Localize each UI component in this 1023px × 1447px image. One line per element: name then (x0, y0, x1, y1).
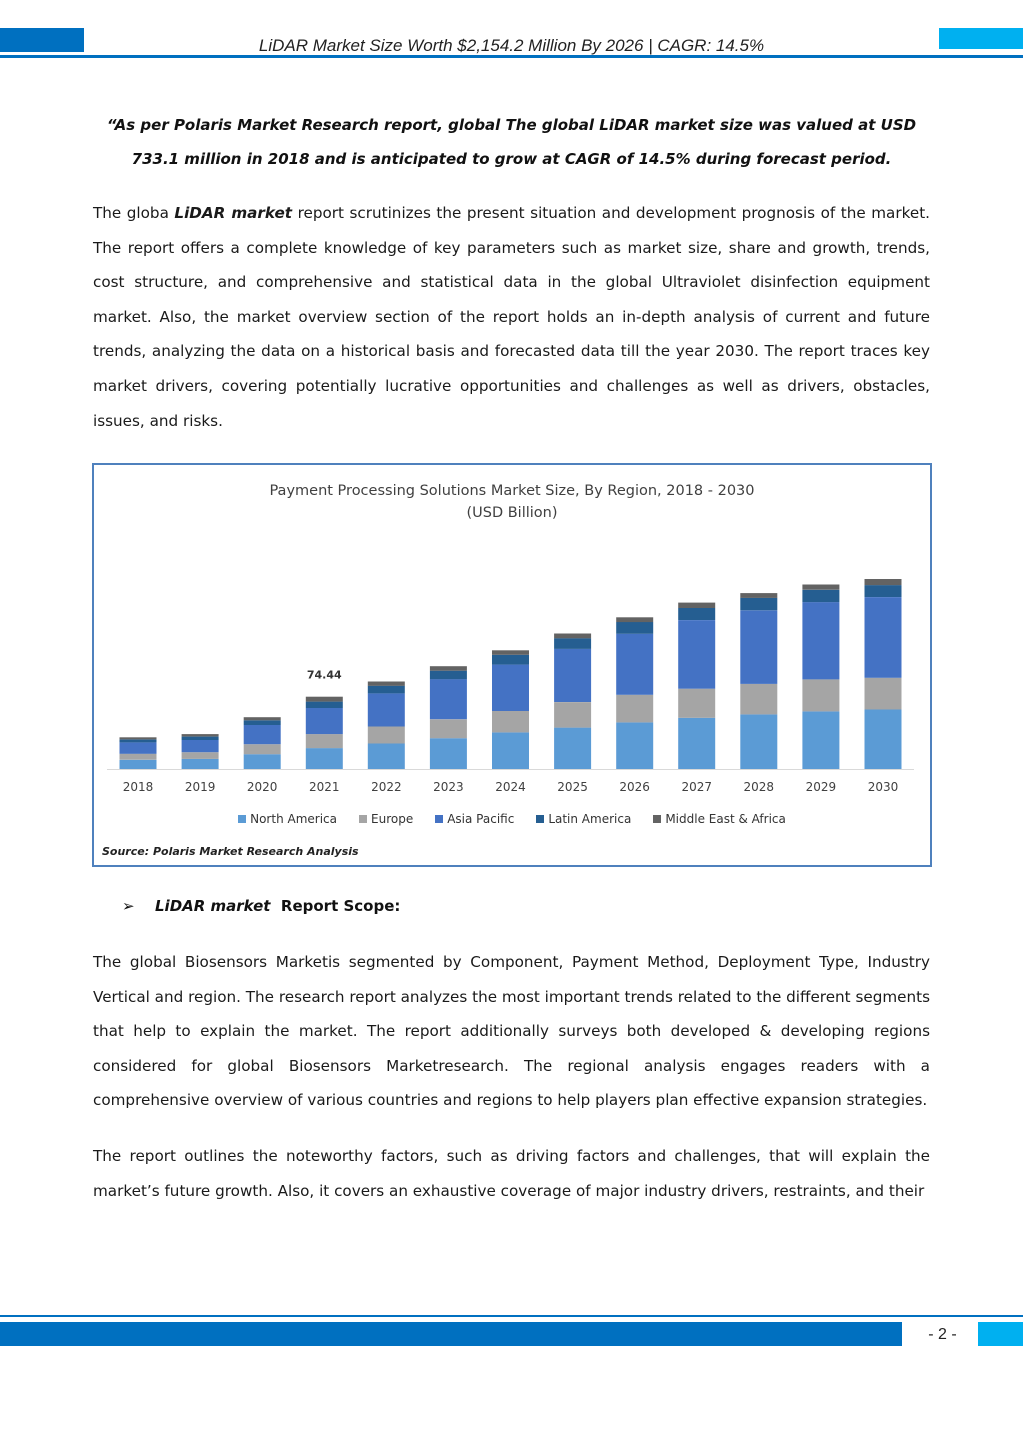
x-tick-label: 2022 (371, 780, 402, 794)
arrow-bullet-icon: ➢ (122, 897, 135, 915)
chart-subtitle: (USD Billion) (466, 505, 558, 521)
bar-2023-middle-east-africa (430, 666, 467, 671)
bar-2030-latin-america (865, 585, 902, 597)
x-tick-label: 2020 (246, 780, 278, 794)
legend-label: Middle East & Africa (665, 812, 786, 826)
legend-swatch (653, 815, 661, 823)
bar-2029-asia-pacific (802, 602, 839, 679)
legend-label: North America (250, 812, 337, 826)
x-tick-label: 2027 (681, 780, 713, 794)
intro-paragraph (93, 196, 930, 438)
bar-2025-north-america (554, 728, 591, 769)
footer-rule (0, 1315, 1023, 1317)
bar-2019-latin-america (182, 737, 219, 740)
x-tick-label: 2024 (495, 780, 526, 794)
bar-2025-middle-east-africa (554, 634, 591, 639)
intro-rest: report scrutinizes the present situation and development prognosis of the market. The report offers a complete knowledge of key parameters such as market size, share and growth, trends, cost structure, and comprehensive and statistical data in the global Ultraviolet disinfection equipment market. Also, the market overview section of the report holds an in-depth analysis of current and future trends, analyzing the data on a historical basis and forecasted data till the year 2030. The report traces key market drivers, covering potentially lucrative opportunities and challenges as well as drivers, obstacles, issues, and risks. (93, 204, 930, 430)
bar-2027-latin-america (678, 608, 715, 620)
chart-title: Payment Processing Solutions Market Size, By Region, 2018 - 2030 (269, 483, 755, 499)
bar-2021-europe (306, 734, 343, 748)
x-tick-label: 2021 (308, 780, 340, 794)
bar-2025-latin-america (554, 638, 591, 649)
bar-2029-middle-east-africa (802, 585, 839, 590)
bar-2029-latin-america (802, 590, 839, 602)
bar-2019-north-america (182, 759, 219, 769)
bar-2019-middle-east-africa (182, 734, 219, 736)
bar-2022-europe (368, 727, 405, 744)
bar-2026-latin-america (616, 622, 653, 634)
x-tick-label: 2023 (433, 780, 464, 794)
page-number: - 2 - (928, 1326, 957, 1343)
legend-swatch (435, 815, 443, 823)
x-tick-label: 2029 (805, 780, 837, 794)
bar-2020-europe (244, 744, 281, 754)
bar-2026-europe (616, 695, 653, 723)
bar-2019-asia-pacific (182, 740, 219, 752)
bar-2030-middle-east-africa (865, 579, 902, 585)
bar-2026-asia-pacific (616, 634, 653, 695)
bar-2027-asia-pacific (678, 620, 715, 689)
footer-bar (0, 1322, 902, 1346)
bar-2018-middle-east-africa (120, 737, 157, 739)
legend-label: Asia Pacific (447, 812, 515, 826)
bar-2022-middle-east-africa (368, 682, 405, 686)
bar-2028-asia-pacific (740, 610, 777, 684)
bar-2021-north-america (306, 748, 343, 769)
bar-2029-north-america (802, 711, 839, 769)
bar-2021-middle-east-africa (306, 697, 343, 702)
scope-emphasis: LiDAR market (155, 897, 271, 915)
bar-2018-europe (120, 754, 157, 760)
bar-2024-latin-america (492, 655, 529, 665)
bar-2024-north-america (492, 732, 529, 769)
header-rule (0, 55, 1023, 58)
data-label: 74.44 (306, 668, 342, 682)
intro-lead: The globa (93, 204, 175, 222)
bar-2030-north-america (865, 710, 902, 770)
x-tick-label: 2018 (122, 780, 154, 794)
bar-2023-north-america (430, 738, 467, 769)
x-tick-label: 2025 (557, 780, 588, 794)
bar-2018-asia-pacific (120, 742, 157, 753)
bar-2025-asia-pacific (554, 649, 591, 702)
bar-2028-middle-east-africa (740, 593, 777, 598)
legend-label: Latin America (548, 812, 632, 826)
bar-2020-asia-pacific (244, 725, 281, 744)
bar-2021-asia-pacific (306, 708, 343, 734)
footer-accent-right (978, 1322, 1023, 1346)
legend-item (435, 812, 514, 826)
bar-2024-europe (492, 711, 529, 732)
bar-2019-europe (182, 752, 219, 759)
legend-item (536, 812, 631, 826)
bar-2025-europe (554, 702, 591, 728)
bar-2027-north-america (678, 718, 715, 769)
bar-2030-europe (865, 678, 902, 710)
legend-swatch (238, 815, 246, 823)
bar-2024-asia-pacific (492, 665, 529, 711)
chart-legend (94, 812, 930, 826)
legend-swatch (536, 815, 544, 823)
legend-swatch (359, 815, 367, 823)
bar-2030-asia-pacific (865, 597, 902, 678)
bar-2022-asia-pacific (368, 693, 405, 726)
legend-item (238, 812, 337, 826)
x-tick-label: 2030 (867, 780, 899, 794)
bar-2020-north-america (244, 754, 281, 769)
bar-2028-north-america (740, 714, 777, 769)
factors-paragraph: The report outlines the noteworthy factors, such as driving factors and challenges, that will explain the market’s future growth. Also, it covers an exhaustive coverage of major industry drivers, restraints, and their (93, 1147, 930, 1200)
bar-2020-middle-east-africa (244, 717, 281, 720)
intro-emphasis: LiDAR market (174, 204, 293, 222)
legend-item (653, 812, 786, 826)
bar-2023-latin-america (430, 671, 467, 680)
bar-2024-middle-east-africa (492, 650, 529, 655)
bar-2018-latin-america (120, 740, 157, 743)
bar-2028-europe (740, 684, 777, 715)
chart-source: Source: Polaris Market Research Analysis (102, 845, 359, 858)
bar-2026-middle-east-africa (616, 617, 653, 622)
x-tick-label: 2019 (184, 780, 216, 794)
chart-panel (92, 463, 932, 867)
x-tick-label: 2028 (743, 780, 775, 794)
stacked-bar-chart (94, 465, 930, 865)
header-title: LiDAR Market Size Worth $2,154.2 Million By 2026 | CAGR: 14.5% (258, 36, 765, 55)
legend-item (359, 812, 413, 826)
bar-2021-latin-america (306, 702, 343, 708)
header-accent-left (0, 28, 84, 52)
bar-2022-north-america (368, 744, 405, 770)
header-accent-right (939, 28, 1023, 49)
bar-2020-latin-america (244, 720, 281, 725)
bar-2023-europe (430, 719, 467, 738)
legend-label: Europe (371, 812, 414, 826)
bar-2026-north-america (616, 722, 653, 769)
bar-2018-north-america (120, 760, 157, 769)
bar-2027-middle-east-africa (678, 603, 715, 608)
bar-2027-europe (678, 689, 715, 718)
lead-quote: “As per Polaris Market Research report, global The global LiDAR market size was valued at USD 733.1 million in 2018 and is anticipated to grow at CAGR of 14.5% during forecast period. (106, 116, 917, 168)
bar-2022-latin-america (368, 686, 405, 694)
bar-2028-latin-america (740, 598, 777, 611)
scope-label: Report Scope: (270, 897, 401, 915)
segmentation-paragraph: The global Biosensors Marketis segmented by Component, Payment Method, Deployment Type, Industry Vertical and region. The research report analyzes the most important trends related to the different segments that help to explain the market. The report additionally surveys both developed & developing regions considered for global Biosensors Marketresearch. The regional analysis engages readers with a comprehensive overview of various countries and regions to help players plan effective expansion strategies. (93, 953, 930, 1110)
bar-2029-europe (802, 679, 839, 711)
x-tick-label: 2026 (619, 780, 650, 794)
bar-2023-asia-pacific (430, 679, 467, 719)
